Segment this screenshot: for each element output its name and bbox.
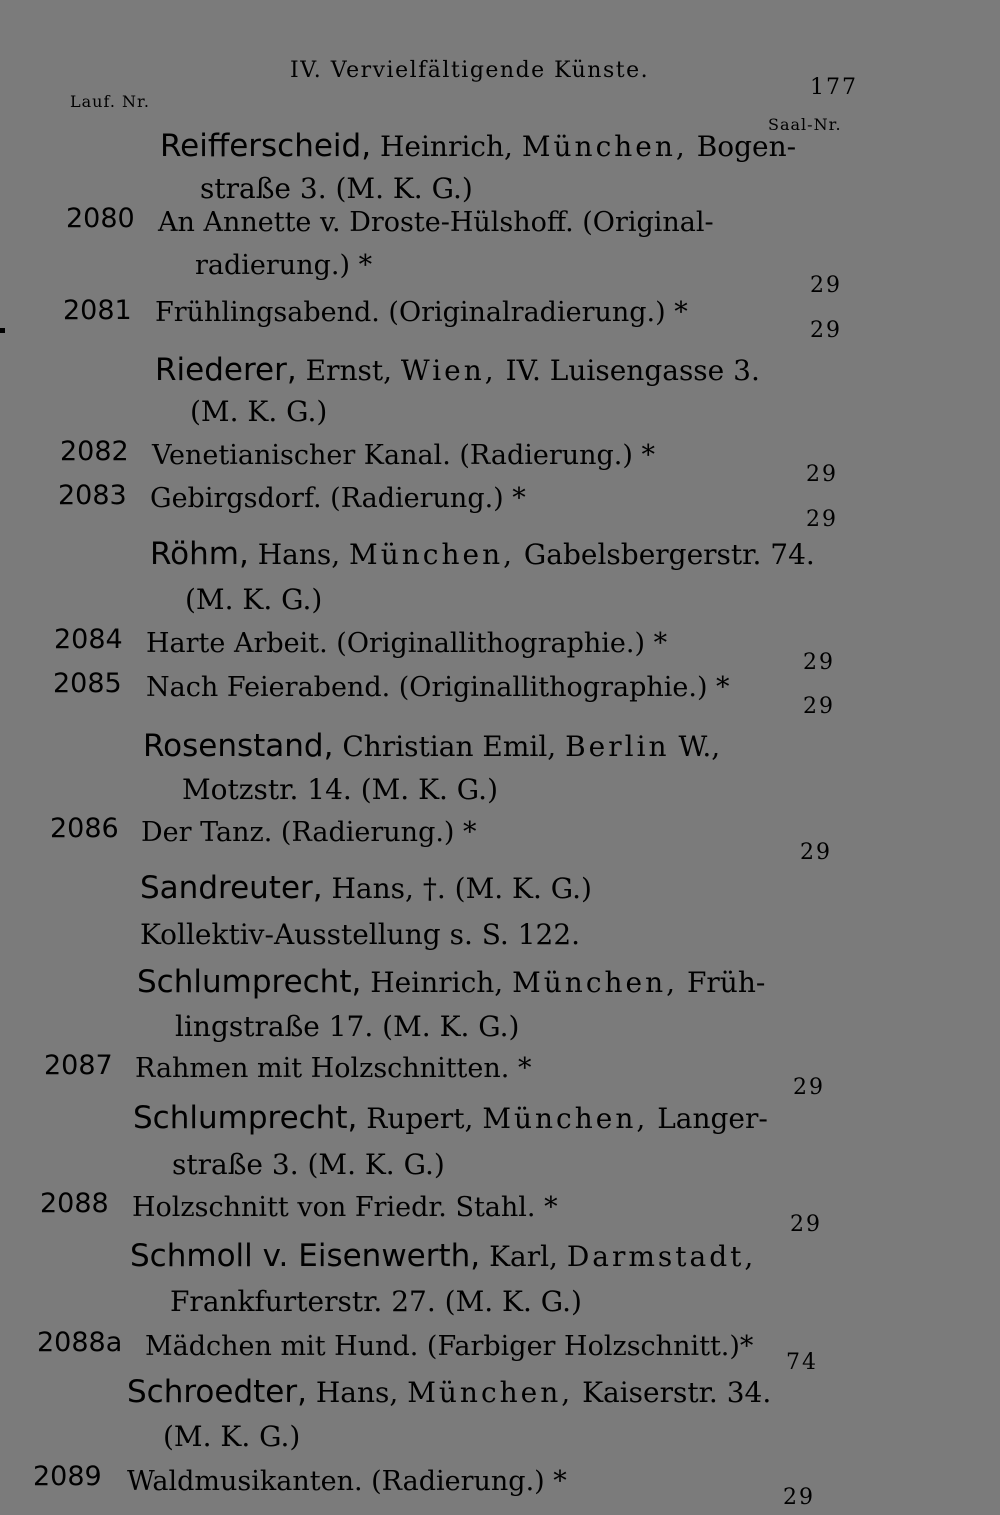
room-number: 29 (800, 840, 832, 865)
artist-given-name: Hans, (315, 1376, 399, 1409)
work-number: 2083 (58, 480, 127, 511)
artist-city: Wien, (400, 354, 497, 387)
work-title: Venetianischer Kanal. (Radierung.) * (152, 440, 656, 471)
artist-line (155, 352, 760, 388)
artist-address-continued: Motzstr. 14. (M. K. G.) (182, 773, 498, 806)
artist-address: Gabelsbergerstr. 74. (523, 538, 815, 571)
artist-address: IV. Luisengasse 3. (505, 354, 760, 387)
artist-line (150, 536, 815, 572)
artist-line (143, 728, 720, 764)
artist-name: Schmoll v. Eisenwerth, (130, 1238, 481, 1274)
room-number: 29 (803, 694, 835, 719)
work-number: 2084 (54, 624, 123, 655)
artist-name: Reifferscheid, (160, 128, 372, 164)
artist-name: Schlumprecht, (137, 964, 362, 1000)
artist-city: München, (521, 130, 688, 163)
artist-name: Röhm, (150, 536, 249, 572)
work-number: 2088 (40, 1188, 109, 1219)
artist-name: Rosenstand, (143, 728, 334, 764)
artist-address-continued: lingstraße 17. (M. K. G.) (175, 1010, 520, 1043)
room-number: 29 (783, 1485, 815, 1510)
artist-city: Darmstadt, (566, 1240, 757, 1273)
artist-address: Langer- (657, 1102, 768, 1135)
artist-name: Riederer, (155, 352, 297, 388)
work-number: 2082 (60, 436, 129, 467)
artist-given-name: Christian Emil, (342, 730, 557, 763)
work-title: Nach Feierabend. (Originallithographie.) * (146, 672, 730, 703)
artist-given-name: Ernst, (305, 354, 393, 387)
edge-mark (0, 328, 5, 333)
work-title: Waldmusikanten. (Radierung.) * (127, 1466, 567, 1497)
artist-given-name: Heinrich, (370, 966, 504, 999)
work-title-continued: radierung.) * (195, 250, 373, 281)
artist-line (160, 128, 796, 164)
work-number: 2080 (66, 203, 135, 234)
room-number: 29 (810, 318, 842, 343)
work-number: 2086 (50, 813, 119, 844)
room-number: 74 (786, 1350, 818, 1375)
artist-name: Sandreuter, (140, 870, 323, 906)
artist-address: Bogen- (696, 130, 797, 163)
artist-address: Kaiserstr. 34. (582, 1376, 772, 1409)
work-title: Frühlingsabend. (Originalradierung.) * (155, 297, 688, 328)
artist-city: München, (349, 538, 516, 571)
artist-address-continued: Frankfurterstr. 27. (M. K. G.) (170, 1285, 582, 1318)
work-title: Holzschnitt von Friedr. Stahl. * (132, 1192, 558, 1223)
work-title: Harte Arbeit. (Originallithographie.) * (146, 628, 668, 659)
work-number: 2088a (37, 1327, 123, 1358)
artist-city: Berlin (565, 730, 670, 763)
work-title: Rahmen mit Holzschnitten. * (135, 1053, 532, 1084)
artist-name: Schroedter, (127, 1374, 307, 1410)
artist-address: W., (678, 730, 721, 763)
room-number: 29 (793, 1075, 825, 1100)
artist-given-name: Hans, (331, 872, 414, 905)
artist-address: Früh- (686, 966, 766, 999)
work-title: Gebirgsdorf. (Radierung.) * (150, 483, 526, 514)
artist-line (140, 870, 592, 906)
artist-address-continued: straße 3. (M. K. G.) (200, 172, 473, 205)
running-title: IV. Vervielfältigende Künste. (290, 58, 650, 83)
artist-given-name: Heinrich, (379, 130, 513, 163)
work-title: Der Tanz. (Radierung.) * (141, 817, 477, 848)
work-number: 2087 (44, 1050, 113, 1081)
artist-line (127, 1374, 771, 1410)
room-number: 29 (806, 507, 838, 532)
artist-given-name: Karl, (489, 1240, 558, 1273)
artist-address: †. (M. K. G.) (422, 872, 592, 905)
artist-line (133, 1100, 768, 1136)
artist-given-name: Hans, (257, 538, 341, 571)
artist-given-name: Rupert, (366, 1102, 474, 1135)
artist-address-continued: (M. K. G.) (185, 583, 323, 616)
work-title: Mädchen mit Hund. (Farbiger Holzschnitt.)* (145, 1331, 754, 1362)
column-label-lauf-nr: Lauf. Nr. (70, 92, 150, 111)
page-number: 177 (810, 75, 858, 100)
work-number: 2081 (63, 295, 132, 326)
artist-line (130, 1238, 756, 1274)
artist-name: Schlumprecht, (133, 1100, 358, 1136)
artist-city: München, (482, 1102, 649, 1135)
work-number: 2085 (53, 668, 122, 699)
room-number: 29 (806, 462, 838, 487)
work-number: 2089 (33, 1461, 102, 1492)
column-label-saal-nr: Saal-Nr. (768, 115, 842, 134)
artist-address-continued: (M. K. G.) (190, 395, 328, 428)
artist-city: München, (407, 1376, 574, 1409)
artist-address-continued: straße 3. (M. K. G.) (172, 1148, 445, 1181)
room-number: 29 (790, 1212, 822, 1237)
artist-address-continued: (M. K. G.) (163, 1420, 301, 1453)
work-title: An Annette v. Droste-Hülshoff. (Original- (158, 207, 714, 238)
artist-line (137, 964, 765, 1000)
room-number: 29 (803, 650, 835, 675)
room-number: 29 (810, 273, 842, 298)
artist-city: München, (512, 966, 679, 999)
artist-note: Kollektiv-Ausstellung s. S. 122. (140, 918, 581, 951)
